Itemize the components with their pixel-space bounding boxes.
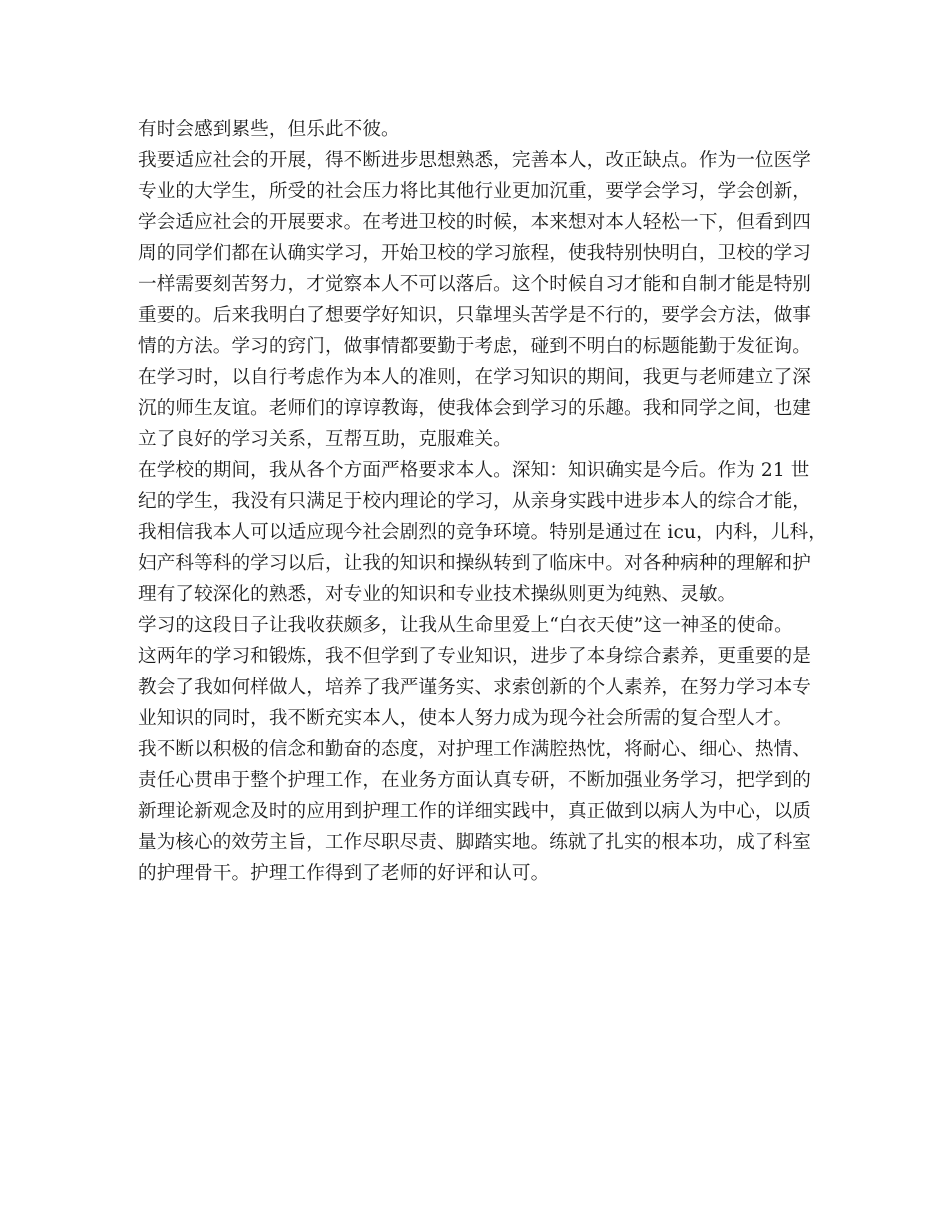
text-line: 新理论新观念及时的应用到护理工作的详细实践中，真正做到以病人为中心，以质 [138, 801, 811, 822]
text-line: 量为核心的效劳主旨，工作尽职尽责、脚踏实地。练就了扎实的根本功，成了科室 [138, 832, 811, 853]
text-line: 学习的这段日子让我收获颇多，让我从生命里爱上“白衣天使”这一神圣的使命。 [138, 615, 793, 636]
text-line: 业知识的同时，我不断充实本人，使本人努力成为现今社会所需的复合型人才。 [138, 708, 793, 729]
text-line: 我相信我本人可以适应现今社会剧烈的竞争环境。特别是通过在 icu，内科，儿科， [138, 522, 827, 543]
text-line: 纪的学生，我没有只满足于校内理论的学习，从亲身实践中进步本人的综合才能， [138, 491, 811, 512]
text-line: 我要适应社会的开展，得不断进步思想熟悉，完善本人，改正缺点。作为一位医学 [138, 150, 811, 171]
text-line: 专业的大学生，所受的社会压力将比其他行业更加沉重，要学会学习，学会创新， [138, 181, 811, 202]
text-line: 妇产科等科的学习以后，让我的知识和操纵转到了临床中。对各种病种的理解和护 [138, 553, 811, 574]
text-line: 在学校的期间，我从各个方面严格要求本人。深知：知识确实是今后。作为 21 世 [138, 460, 810, 481]
text-line: 的护理骨干。护理工作得到了老师的好评和认可。 [138, 863, 550, 884]
text-line: 教会了我如何样做人，培养了我严谨务实、求索创新的个人素养，在努力学习本专 [138, 677, 811, 698]
text-line: 责任心贯串于整个护理工作，在业务方面认真专研，不断加强业务学习，把学到的 [138, 770, 811, 791]
text-line: 周的同学们都在认确实学习，开始卫校的学习旅程，使我特别快明白，卫校的学习 [138, 243, 811, 264]
document-body [138, 114, 828, 889]
text-line: 学会适应社会的开展要求。在考进卫校的时候，本来想对本人轻松一下，但看到四 [138, 212, 811, 233]
text-line: 重要的。后来我明白了想要学好知识，只靠埋头苦学是不行的，要学会方法，做事 [138, 305, 811, 326]
text-line: 一样需要刻苦努力，才觉察本人不可以落后。这个时候自习才能和自制才能是特别 [138, 274, 811, 295]
text-line: 理有了较深化的熟悉，对专业的知识和专业技术操纵则更为纯熟、灵敏。 [138, 584, 737, 605]
text-line: 情的方法。学习的窍门，做事情都要勤于考虑，碰到不明白的标题能勤于发征询。 [138, 336, 811, 357]
text-line: 沉的师生友谊。老师们的谆谆教诲，使我体会到学习的乐趣。我和同学之间，也建 [138, 398, 811, 419]
text-line: 立了良好的学习关系，互帮互助，克服难关。 [138, 429, 512, 450]
text-line: 这两年的学习和锻炼，我不但学到了专业知识，进步了本身综合素养，更重要的是 [138, 646, 811, 667]
text-line: 在学习时，以自行考虑作为本人的准则，在学习知识的期间，我更与老师建立了深 [138, 367, 811, 388]
text-line: 有时会感到累些，但乐此不彼。 [138, 119, 400, 140]
text-line: 我不断以积极的信念和勤奋的态度，对护理工作满腔热忱，将耐心、细心、热情、 [138, 739, 811, 760]
